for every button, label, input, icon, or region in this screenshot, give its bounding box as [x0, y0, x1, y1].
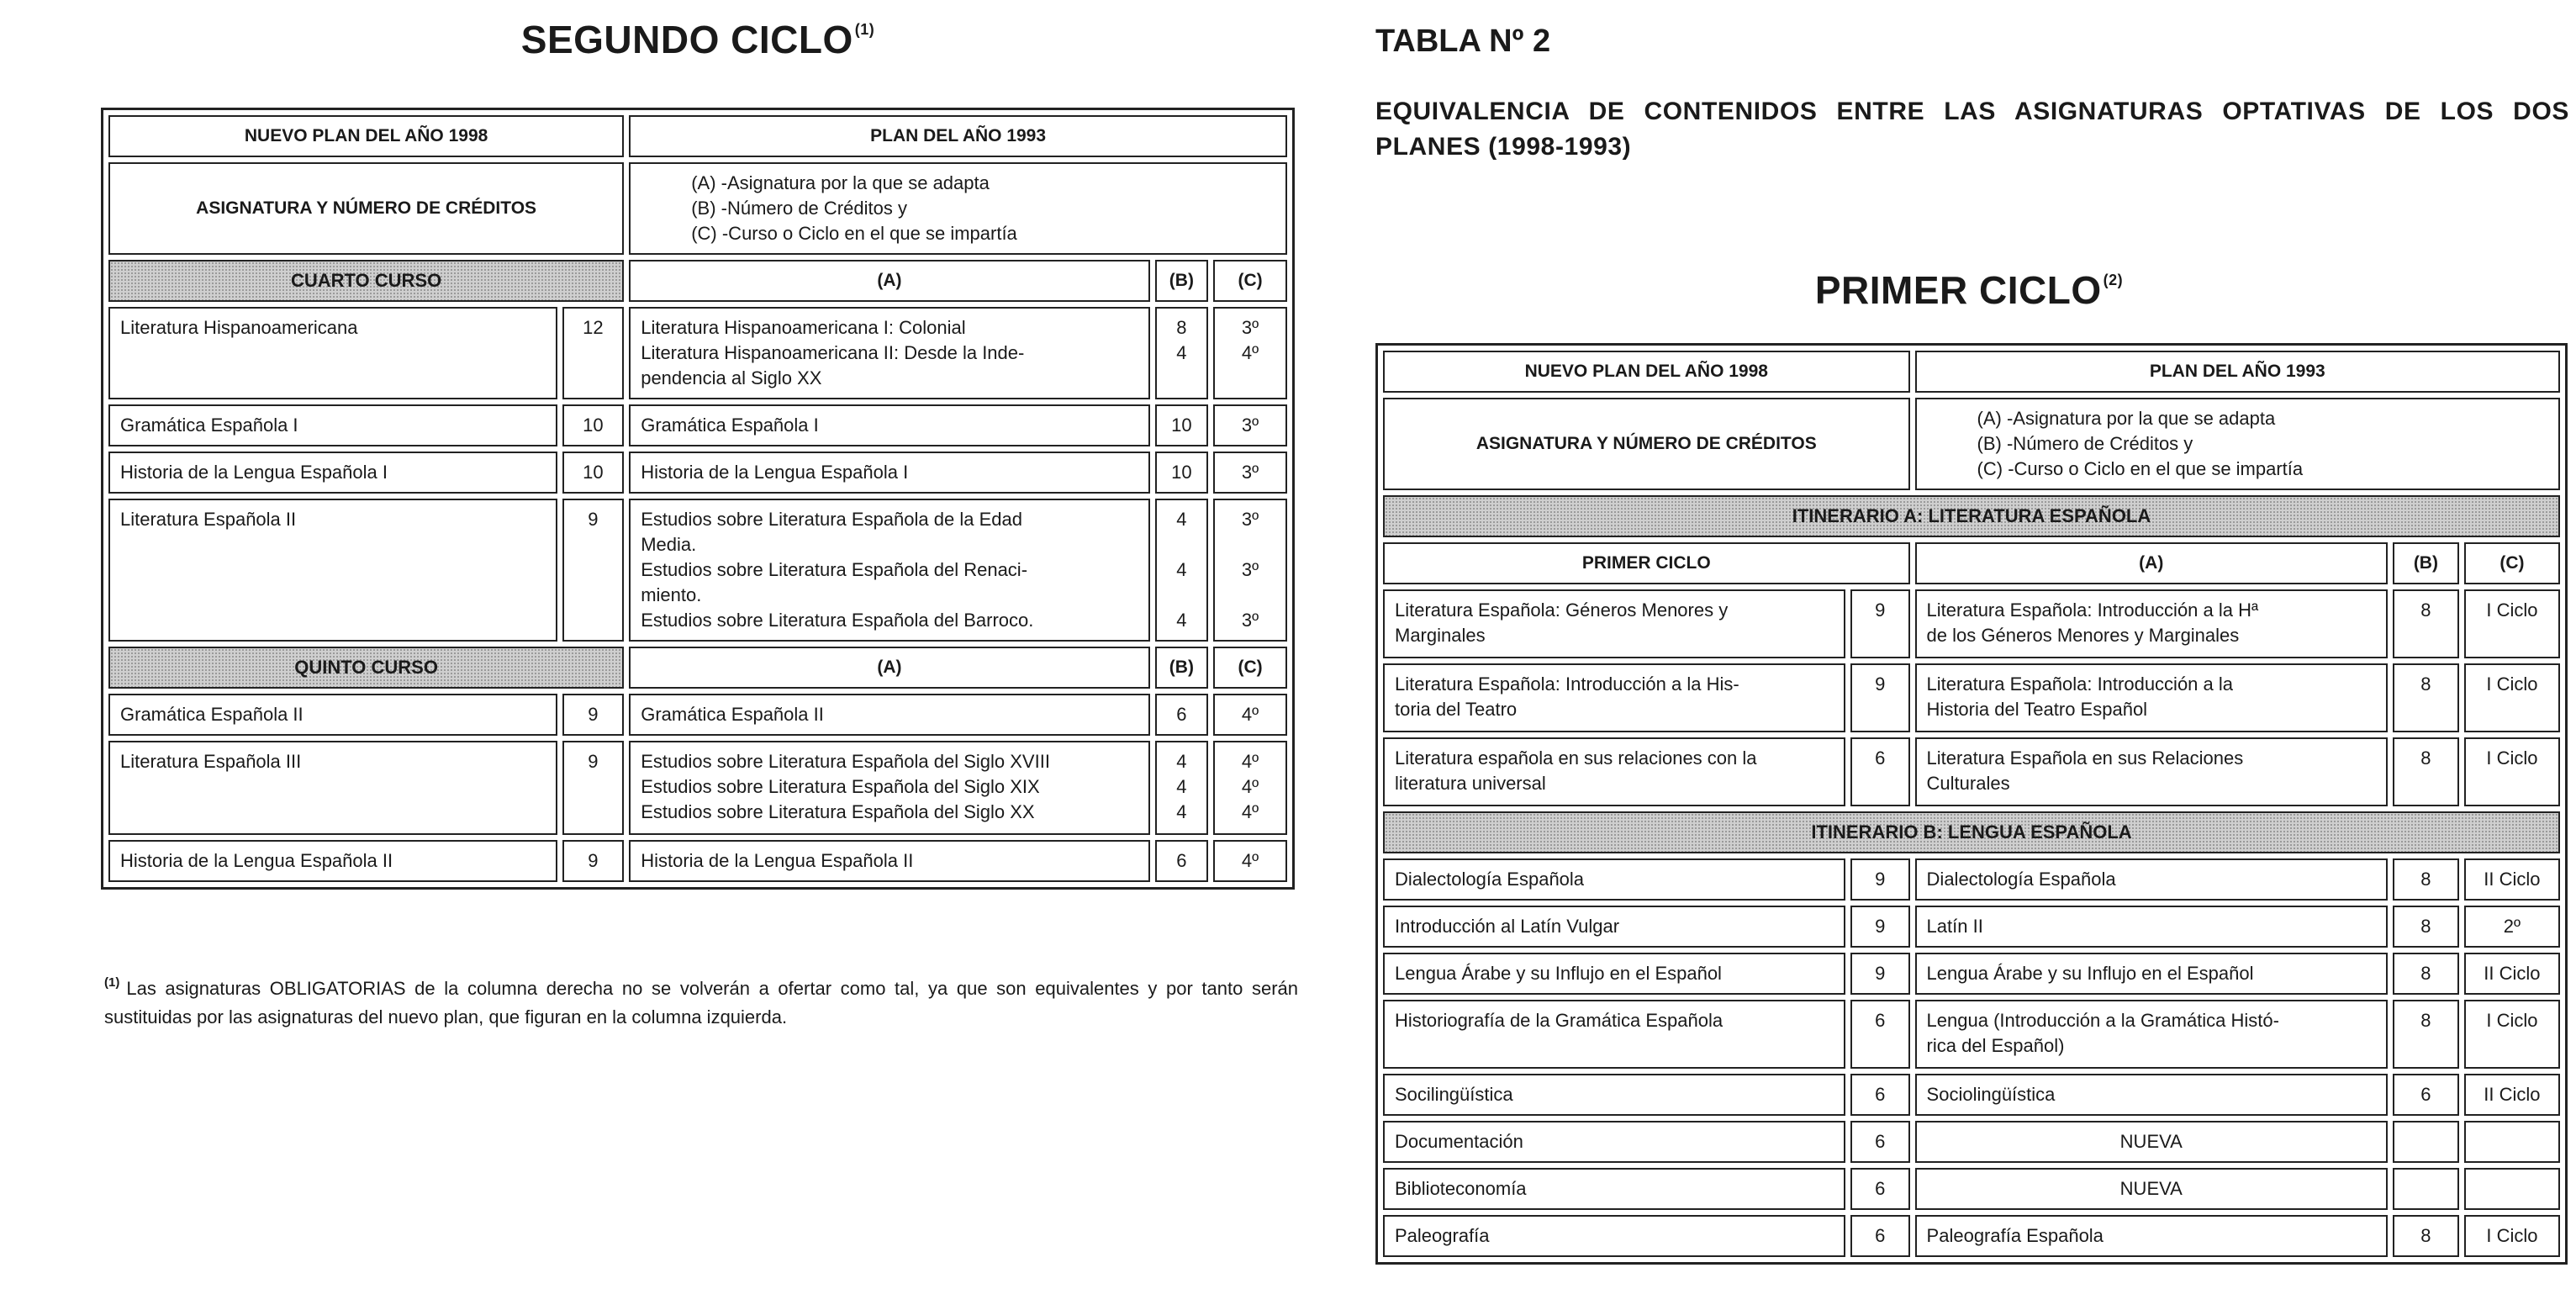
- old-subject-cell: [1915, 906, 2388, 948]
- old-subject-line: Lengua Árabe y su Influjo en el Español: [1926, 963, 2254, 984]
- col-b-header: (B): [2393, 542, 2459, 584]
- table-row: [1383, 1168, 2560, 1210]
- old-subject-cell: [1915, 953, 2388, 995]
- table-row: [1383, 1215, 2560, 1257]
- old-course-value: 3º: [1241, 317, 1259, 338]
- old-course-value: 3º: [1241, 509, 1259, 530]
- old-credits-cell: [2393, 1168, 2459, 1210]
- legend-line: (B) -Número de Créditos y: [691, 198, 907, 219]
- credits-cell: 6: [1850, 1074, 1910, 1116]
- tabla-number: TABLA Nº 2: [1375, 24, 1551, 59]
- subject-cell: Gramática Española I: [108, 404, 557, 446]
- old-course-value: 3º: [1241, 610, 1259, 631]
- table-row: [1383, 663, 2560, 732]
- new-plan-header: NUEVO PLAN DEL AÑO 1998: [108, 115, 624, 157]
- old-subject-cell: [1915, 858, 2388, 901]
- footnote-text: Las asignaturas OBLIGATORIAS de la columna derecha no se volverán a ofertar como tal, ya que son equivalentes y por tanto serán sustituidas por las asignaturas del nuevo plan, que figuran en la columna izquierda.: [104, 978, 1298, 1027]
- old-subject-line: Estudios sobre Literatura Española del Siglo XIX: [641, 776, 1040, 797]
- table-row: [108, 404, 1287, 446]
- old-credits-cell: 8: [2393, 589, 2459, 658]
- old-course-cell: [1213, 452, 1287, 494]
- subject-line: Paleografía: [1395, 1225, 1490, 1246]
- subject-cell: [1383, 1074, 1845, 1116]
- table-row: [1383, 858, 2560, 901]
- spacer: [1225, 583, 1275, 608]
- old-subject-line: rica del Español): [1926, 1035, 2065, 1056]
- table-row: [1383, 906, 2560, 948]
- credits-cell: 9: [562, 694, 625, 736]
- old-course-cell: [2464, 1168, 2560, 1210]
- old-course-value: 3º: [1241, 462, 1259, 483]
- old-subject-line: Gramática Española II: [641, 704, 824, 725]
- table-row: [1383, 1074, 2560, 1116]
- subject-credits-header: ASIGNATURA Y NÚMERO DE CRÉDITOS: [1383, 398, 1910, 490]
- table-row: [108, 162, 1287, 255]
- old-subject-line: Paleografía Española: [1926, 1225, 2104, 1246]
- old-course-cell: [1213, 404, 1287, 446]
- left-title-note: (1): [854, 21, 875, 38]
- old-credits-value: 4: [1176, 342, 1187, 363]
- subject-cell: [1383, 663, 1845, 732]
- left-footnote: [104, 969, 1298, 1032]
- old-subject-line: Estudios sobre Literatura Española del Barroco.: [641, 610, 1034, 631]
- itinerario-b-band: ITINERARIO B: LENGUA ESPAÑOLA: [1383, 811, 2560, 853]
- subject-cell: [1383, 858, 1845, 901]
- primer-ciclo-label: PRIMER CICLO: [1383, 542, 1910, 584]
- table-row: [1383, 737, 2560, 806]
- left-page-title: SEGUNDO CICLO $^{(1)}$: [520, 18, 875, 61]
- col-a-header: (A): [1915, 542, 2388, 584]
- old-credits-value: 4: [1176, 509, 1187, 530]
- old-course-value: 4º: [1241, 776, 1259, 797]
- legend-line: (A) -Asignatura por la que se adapta: [1977, 408, 2276, 429]
- old-subject-line: Estudios sobre Literatura Española del Siglo XVIII: [641, 751, 1050, 772]
- old-credits-cell: 8: [2393, 858, 2459, 901]
- old-subject-line: Lengua (Introducción a la Gramática Histó-: [1926, 1010, 2279, 1031]
- table-row: [108, 840, 1287, 882]
- subject-line: literatura universal: [1395, 773, 1546, 794]
- old-plan-header: PLAN DEL AÑO 1993: [629, 115, 1287, 157]
- credits-cell: 9: [1850, 663, 1910, 732]
- table-row: [108, 260, 1287, 302]
- credits-cell: 9: [562, 840, 625, 882]
- table-row: [108, 452, 1287, 494]
- old-credits-cell: 6: [2393, 1074, 2459, 1116]
- subject-line: Historiografía de la Gramática Española: [1395, 1010, 1723, 1031]
- old-course-cell: I Ciclo: [2464, 1000, 2560, 1069]
- old-subject-line: Literatura Española en sus Relaciones: [1926, 747, 2244, 769]
- old-course-cell: II Ciclo: [2464, 953, 2560, 995]
- subject-cell: [1383, 1000, 1845, 1069]
- old-credits-cell: 8: [2393, 906, 2459, 948]
- old-subject-line: Estudios sobre Literatura Española del Renaci-: [641, 559, 1028, 580]
- old-course-cell: [1213, 499, 1287, 642]
- old-course-cell: I Ciclo: [2464, 589, 2560, 658]
- old-course-cell: I Ciclo: [2464, 1215, 2560, 1257]
- credits-cell: 9: [562, 741, 625, 835]
- footnote-mark: (1): [104, 975, 120, 990]
- old-course-cell: [1213, 840, 1287, 882]
- old-subject-cell: [629, 741, 1149, 835]
- old-credits-value: 6: [1176, 850, 1187, 871]
- old-subject-cell: [1915, 589, 2388, 658]
- col-b-header: (B): [1155, 260, 1208, 302]
- old-subject-line: pendencia al Siglo XX: [641, 367, 822, 388]
- old-course-value: 4º: [1241, 342, 1259, 363]
- subject-line: Lengua Árabe y su Influjo en el Español: [1395, 963, 1722, 984]
- table-row: [1383, 542, 2560, 584]
- old-course-value: 4º: [1241, 751, 1259, 772]
- subject-line: Dialectología Española: [1395, 869, 1585, 890]
- old-credits-value: 4: [1176, 610, 1187, 631]
- old-credits-cell: [1155, 741, 1208, 835]
- old-credits-value: 4: [1176, 801, 1187, 822]
- legend-line: (C) -Curso o Ciclo en el que se impartía: [1977, 458, 2304, 479]
- old-subject-line: Gramática Española I: [641, 415, 819, 436]
- old-course-cell: [1213, 694, 1287, 736]
- old-credits-value: 4: [1176, 776, 1187, 797]
- old-subject-line: Historia del Teatro Español: [1926, 699, 2148, 720]
- table-row: [1383, 1000, 2560, 1069]
- old-subject-line: Culturales: [1926, 773, 2010, 794]
- old-subject-line: Historia de la Lengua Española I: [641, 462, 909, 483]
- table-row: [1383, 495, 2560, 537]
- section-band: CUARTO CURSO: [108, 260, 624, 302]
- legend-cell: [1915, 398, 2560, 490]
- col-c-header: (C): [1213, 260, 1287, 302]
- col-c-header: (C): [1213, 647, 1287, 689]
- old-subject-cell: [1915, 1074, 2388, 1116]
- subject-cell: [1383, 1168, 1845, 1210]
- old-course-value: 3º: [1241, 559, 1259, 580]
- legend-cell: [629, 162, 1287, 255]
- old-subject-line: Dialectología Española: [1926, 869, 2116, 890]
- subject-cell: Historia de la Lengua Española II: [108, 840, 557, 882]
- old-course-cell: II Ciclo: [2464, 858, 2560, 901]
- old-credits-value: 8: [1176, 317, 1187, 338]
- old-subject-cell: [1915, 1215, 2388, 1257]
- old-course-value: 4º: [1241, 801, 1259, 822]
- table-row: [1383, 1121, 2560, 1163]
- subject-line: Literatura Española: Géneros Menores y: [1395, 600, 1729, 621]
- old-subject-cell: [629, 452, 1149, 494]
- subject-line: toria del Teatro: [1395, 699, 1518, 720]
- old-credits-value: 10: [1171, 462, 1192, 483]
- table-row: [108, 741, 1287, 835]
- old-subject-cell: [1915, 1168, 2388, 1210]
- table-row: [108, 694, 1287, 736]
- subject-cell: [1383, 589, 1845, 658]
- old-subject-cell: [629, 307, 1149, 399]
- old-subject-line: Media.: [641, 534, 697, 555]
- old-course-cell: [1213, 741, 1287, 835]
- old-credits-value: 10: [1171, 415, 1192, 436]
- table-row: [108, 499, 1287, 642]
- table-row: [108, 647, 1287, 689]
- right-title-note: (2): [2103, 272, 2124, 288]
- old-credits-value: 4: [1176, 751, 1187, 772]
- subject-line: Socilingüística: [1395, 1084, 1513, 1105]
- col-a-header: (A): [629, 260, 1149, 302]
- right-page-title: PRIMER CICLO $^{(2)}$: [1814, 268, 2124, 312]
- table-row: [108, 115, 1287, 157]
- old-subject-cell: [1915, 1000, 2388, 1069]
- credits-cell: 10: [562, 404, 625, 446]
- old-credits-value: 4: [1176, 559, 1187, 580]
- old-credits-cell: 8: [2393, 1215, 2459, 1257]
- spacer: [1225, 532, 1275, 557]
- old-plan-header: PLAN DEL AÑO 1993: [1915, 351, 2560, 393]
- subject-cell: Literatura Española III: [108, 741, 557, 835]
- subject-cell: [1383, 953, 1845, 995]
- subject-cell: Historia de la Lengua Española I: [108, 452, 557, 494]
- credits-cell: 6: [1850, 737, 1910, 806]
- credits-cell: 6: [1850, 1121, 1910, 1163]
- old-credits-cell: [1155, 840, 1208, 882]
- credits-cell: 9: [562, 499, 625, 642]
- old-subject-cell: [629, 694, 1149, 736]
- old-subject-line: Literatura Hispanoamericana I: Colonial: [641, 317, 966, 338]
- old-course-cell: I Ciclo: [2464, 663, 2560, 732]
- subject-cell: [1383, 737, 1845, 806]
- legend-line: (A) -Asignatura por la que se adapta: [691, 172, 990, 193]
- old-subject-line: Latín II: [1926, 916, 1983, 937]
- old-course-cell: [1213, 307, 1287, 399]
- old-subject-cell: [629, 404, 1149, 446]
- old-subject-cell: [629, 840, 1149, 882]
- old-credits-cell: [1155, 452, 1208, 494]
- table-row: [1383, 811, 2560, 853]
- col-c-header: (C): [2464, 542, 2560, 584]
- old-course-value: 3º: [1241, 415, 1259, 436]
- primer-ciclo-table: [1375, 343, 2568, 1265]
- segundo-ciclo-table: [101, 108, 1295, 890]
- old-credits-cell: [1155, 694, 1208, 736]
- old-subject-line: Literatura Española: Introducción a la: [1926, 673, 2233, 695]
- credits-cell: 6: [1850, 1168, 1910, 1210]
- old-subject-line: Estudios sobre Literatura Española del Siglo XX: [641, 801, 1035, 822]
- table-row: [1383, 953, 2560, 995]
- itinerario-a-band: ITINERARIO A: LITERATURA ESPAÑOLA: [1383, 495, 2560, 537]
- subject-line: Marginales: [1395, 625, 1486, 646]
- table-row: [1383, 398, 2560, 490]
- old-credits-cell: 8: [2393, 1000, 2459, 1069]
- credits-cell: 10: [562, 452, 625, 494]
- old-subject-line: Sociolingüística: [1926, 1084, 2056, 1105]
- old-subject-line: Literatura Española: Introducción a la Hª: [1926, 600, 2259, 621]
- spacer: [1167, 583, 1196, 608]
- old-subject-line: Historia de la Lengua Española II: [641, 850, 914, 871]
- old-course-cell: I Ciclo: [2464, 737, 2560, 806]
- old-subject-line: miento.: [641, 584, 702, 605]
- old-subject-cell: [629, 499, 1149, 642]
- subject-cell: Literatura Hispanoamericana: [108, 307, 557, 399]
- table-row: [1383, 589, 2560, 658]
- credits-cell: 6: [1850, 1215, 1910, 1257]
- credits-cell: 9: [1850, 953, 1910, 995]
- credits-cell: 9: [1850, 906, 1910, 948]
- credits-cell: 9: [1850, 858, 1910, 901]
- col-a-header: (A): [629, 647, 1149, 689]
- old-credits-cell: 8: [2393, 663, 2459, 732]
- old-subject-cell: [1915, 663, 2388, 732]
- old-credits-cell: 8: [2393, 737, 2459, 806]
- old-credits-cell: [1155, 499, 1208, 642]
- old-course-cell: 2º: [2464, 906, 2560, 948]
- old-subject-cell: [1915, 737, 2388, 806]
- subject-credits-header: ASIGNATURA Y NÚMERO DE CRÉDITOS: [108, 162, 624, 255]
- old-subject-line: Literatura Hispanoamericana II: Desde la Inde-: [641, 342, 1025, 363]
- subject-line: Biblioteconomía: [1395, 1178, 1527, 1199]
- subject-line: Documentación: [1395, 1131, 1523, 1152]
- subject-line: Literatura Española: Introducción a la His-: [1395, 673, 1739, 695]
- subject-cell: [1383, 1121, 1845, 1163]
- old-credits-cell: [1155, 307, 1208, 399]
- credits-cell: 9: [1850, 589, 1910, 658]
- table-row: [1383, 351, 2560, 393]
- legend-line: (C) -Curso o Ciclo en el que se impartía: [691, 223, 1017, 244]
- subject-cell: Gramática Española II: [108, 694, 557, 736]
- equivalencia-heading: EQUIVALENCIA DE CONTENIDOS ENTRE LAS ASIGNATURAS OPTATIVAS DE LOS DOS PLANES (1998-1993): [1375, 98, 2569, 161]
- spacer: [1167, 532, 1196, 557]
- old-course-value: 4º: [1241, 850, 1259, 871]
- old-course-value: 4º: [1241, 704, 1259, 725]
- old-course-cell: [2464, 1121, 2560, 1163]
- old-credits-value: 6: [1176, 704, 1187, 725]
- col-b-header: (B): [1155, 647, 1208, 689]
- old-subject-line: de los Géneros Menores y Marginales: [1926, 625, 2240, 646]
- old-credits-cell: 8: [2393, 953, 2459, 995]
- section-band: QUINTO CURSO: [108, 647, 624, 689]
- old-subject-line: Estudios sobre Literatura Española de la Edad: [641, 509, 1022, 530]
- old-subject-cell: [1915, 1121, 2388, 1163]
- old-subject-line: NUEVA: [2119, 1131, 2183, 1152]
- old-subject-line: NUEVA: [2119, 1178, 2183, 1199]
- subject-line: Introducción al Latín Vulgar: [1395, 916, 1620, 937]
- credits-cell: 6: [1850, 1000, 1910, 1069]
- credits-cell: 12: [562, 307, 625, 399]
- table-row: [108, 307, 1287, 399]
- legend-line: (B) -Número de Créditos y: [1977, 433, 2193, 454]
- subject-line: Literatura española en sus relaciones con la: [1395, 747, 1757, 769]
- new-plan-header: NUEVO PLAN DEL AÑO 1998: [1383, 351, 1910, 393]
- old-course-cell: II Ciclo: [2464, 1074, 2560, 1116]
- subject-cell: Literatura Española II: [108, 499, 557, 642]
- old-credits-cell: [1155, 404, 1208, 446]
- old-credits-cell: [2393, 1121, 2459, 1163]
- subject-cell: [1383, 906, 1845, 948]
- subject-cell: [1383, 1215, 1845, 1257]
